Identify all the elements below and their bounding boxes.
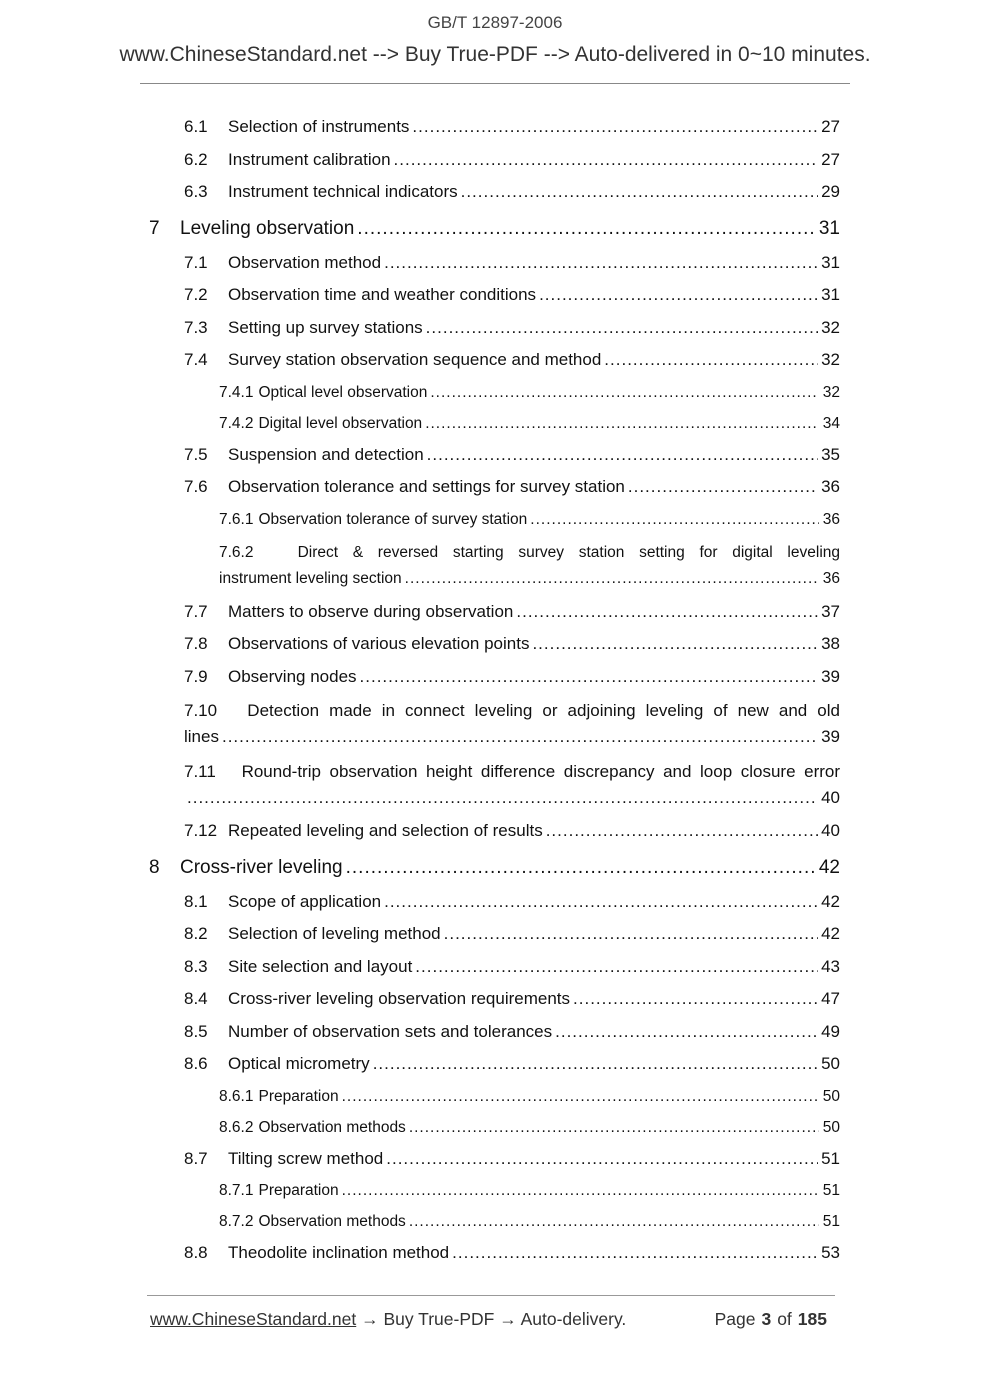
toc-entry[interactable] xyxy=(0,504,840,535)
toc-number: 8.2 xyxy=(184,924,208,943)
table-of-contents xyxy=(0,111,990,1270)
toc-number: 8.7.1 xyxy=(219,1182,254,1199)
toc-title: Theodolite inclination method xyxy=(228,1243,450,1262)
toc-page: 39 xyxy=(821,666,840,686)
dot-leader xyxy=(342,1081,819,1112)
toc-entry[interactable] xyxy=(0,918,840,951)
toc-title: Optical level observation xyxy=(258,383,428,401)
toc-entry[interactable] xyxy=(0,1143,840,1176)
toc-page: 31 xyxy=(818,217,840,239)
header-divider xyxy=(140,83,850,84)
footer-tagline: → Buy True-PDF → Auto-delivery. xyxy=(361,1309,627,1329)
toc-title: Optical micrometry xyxy=(228,1054,370,1073)
toc-page: 40 xyxy=(821,788,840,807)
toc-page: 47 xyxy=(821,989,840,1008)
dot-leader xyxy=(555,1016,818,1049)
toc-number: 7.6 xyxy=(184,477,208,496)
toc-page: 49 xyxy=(821,1021,840,1041)
toc-entry[interactable] xyxy=(0,344,840,377)
dot-leader xyxy=(425,408,819,439)
dot-leader xyxy=(386,1143,818,1176)
toc-title: Preparation xyxy=(258,1182,339,1199)
toc-entry[interactable] xyxy=(0,886,840,919)
toc-page: 53 xyxy=(821,1243,840,1262)
toc-number: 8.8 xyxy=(184,1243,208,1262)
toc-number: 7.9 xyxy=(184,666,208,686)
toc-title: Number of observation sets and tolerances xyxy=(228,1021,553,1041)
toc-number: 7.5 xyxy=(184,444,208,464)
toc-entry[interactable] xyxy=(0,815,840,848)
toc-entry[interactable] xyxy=(0,1237,840,1270)
dot-leader xyxy=(604,344,818,377)
toc-page: 32 xyxy=(822,383,840,401)
toc-page: 29 xyxy=(821,182,840,201)
toc-number: 7.4 xyxy=(184,350,208,369)
toc-number: 7.6.1 xyxy=(219,510,254,528)
toc-page: 32 xyxy=(821,350,840,369)
dot-leader xyxy=(452,1237,818,1270)
toc-page: 42 xyxy=(821,924,840,943)
toc-title: Selection of leveling method xyxy=(228,924,441,943)
toc-page: 38 xyxy=(821,634,840,653)
toc-title: Preparation xyxy=(258,1087,339,1105)
toc-number: 8.7 xyxy=(184,1148,208,1168)
toc-title: Repeated leveling and selection of results xyxy=(228,821,543,840)
toc-title-cont: lines xyxy=(184,727,219,746)
toc-entry[interactable] xyxy=(0,176,840,209)
toc-title: Direct & reversed starting survey station setting for digital leveling xyxy=(297,543,840,561)
toc-entry[interactable] xyxy=(0,111,840,144)
toc-page: 42 xyxy=(821,891,840,911)
toc-number: 7.8 xyxy=(184,634,208,653)
toc-page: 51 xyxy=(822,1182,840,1199)
dot-leader xyxy=(373,1048,818,1081)
footer-divider xyxy=(147,1295,835,1296)
toc-number: 7.4.2 xyxy=(219,414,254,432)
toc-title: Leveling observation xyxy=(180,217,355,239)
toc-title: Observation time and weather conditions xyxy=(228,285,537,304)
dot-leader xyxy=(412,111,818,144)
toc-entry[interactable] xyxy=(0,754,840,815)
toc-title: Observation tolerance of survey station xyxy=(258,510,528,528)
toc-title: Selection of instruments xyxy=(228,117,410,136)
dot-leader xyxy=(539,279,818,312)
dot-leader xyxy=(346,850,816,886)
dot-leader xyxy=(516,596,818,629)
toc-number: 7.3 xyxy=(184,317,208,337)
toc-entry[interactable] xyxy=(0,951,840,984)
toc-title: Survey station observation sequence and method xyxy=(228,350,602,369)
toc-entry[interactable] xyxy=(0,1048,840,1081)
page-number: 3 xyxy=(761,1309,772,1329)
toc-number: 8.7.2 xyxy=(219,1213,254,1230)
toc-title: Observing nodes xyxy=(228,666,357,686)
toc-page: 34 xyxy=(822,414,840,432)
toc-entry[interactable] xyxy=(0,247,840,280)
dot-leader xyxy=(415,951,818,984)
toc-page: 50 xyxy=(822,1087,840,1105)
toc-number: 8.1 xyxy=(184,891,208,911)
toc-title: Tilting screw method xyxy=(228,1148,384,1168)
toc-page: 27 xyxy=(821,117,840,136)
toc-page: 50 xyxy=(821,1054,840,1073)
toc-entry[interactable] xyxy=(0,535,840,596)
toc-entry[interactable] xyxy=(0,983,840,1016)
toc-entry[interactable] xyxy=(0,377,840,408)
toc-title: Suspension and detection xyxy=(228,444,424,464)
standard-number: GB/T 12897-2006 xyxy=(427,13,563,32)
dot-leader xyxy=(530,504,819,535)
dot-leader xyxy=(409,1112,819,1143)
toc-page: 37 xyxy=(821,601,840,621)
toc-entry[interactable] xyxy=(0,312,840,345)
dot-leader xyxy=(187,785,818,811)
dot-leader xyxy=(628,471,818,504)
toc-title: Matters to observe during observation xyxy=(228,601,514,621)
toc-page: 32 xyxy=(821,317,840,337)
toc-page: 35 xyxy=(821,444,840,464)
dot-leader xyxy=(360,661,819,694)
toc-page: 31 xyxy=(821,285,840,304)
toc-page: 51 xyxy=(822,1213,840,1230)
toc-entry[interactable] xyxy=(0,211,840,247)
toc-entry[interactable] xyxy=(0,144,840,177)
toc-entry[interactable] xyxy=(0,439,840,472)
toc-title: Scope of application xyxy=(228,891,382,911)
toc-number: 8 xyxy=(149,856,160,878)
dot-leader xyxy=(461,176,818,209)
toc-title: Observation tolerance and settings for survey station xyxy=(228,477,625,496)
toc-entry[interactable] xyxy=(0,279,840,312)
toc-number: 8.6 xyxy=(184,1054,208,1073)
toc-title: Observation methods xyxy=(258,1213,406,1230)
header-banner: www.ChineseStandard.net --> Buy True-PDF --> Auto-delivered in 0~10 minutes. xyxy=(119,43,871,66)
toc-entry[interactable] xyxy=(0,471,840,504)
dot-leader xyxy=(546,815,818,848)
toc-entry[interactable] xyxy=(0,1206,840,1237)
toc-title: Site selection and layout xyxy=(228,956,413,976)
toc-number: 7.6.2 xyxy=(219,543,254,561)
toc-title: Cross-river leveling observation requirements xyxy=(228,989,571,1008)
toc-page: 50 xyxy=(822,1118,840,1136)
toc-title: Setting up survey stations xyxy=(228,317,423,337)
dot-leader xyxy=(409,1206,819,1237)
toc-number: 7.11 xyxy=(184,762,216,781)
toc-number: 8.5 xyxy=(184,1021,208,1041)
toc-number: 8.3 xyxy=(184,956,208,976)
toc-number: 7 xyxy=(149,217,160,239)
toc-number: 6.1 xyxy=(184,117,208,136)
page-indicator xyxy=(715,1309,833,1330)
toc-title: Cross-river leveling xyxy=(180,856,343,878)
toc-page: 31 xyxy=(821,252,840,272)
toc-page: 51 xyxy=(821,1148,840,1168)
toc-number: 7.4.1 xyxy=(219,383,254,401)
dot-leader xyxy=(357,211,816,247)
dot-leader xyxy=(405,566,819,592)
toc-number: 6.3 xyxy=(184,182,208,201)
toc-title: Detection made in connect leveling or adjoining leveling of new and old xyxy=(247,701,840,720)
toc-page: 36 xyxy=(822,510,840,528)
page-label: Page xyxy=(714,1309,756,1329)
toc-page: 42 xyxy=(818,856,840,878)
toc-title-cont: instrument leveling section xyxy=(219,569,402,587)
dot-leader xyxy=(444,918,818,951)
toc-entry[interactable] xyxy=(0,596,840,629)
dot-leader xyxy=(384,886,818,919)
toc-number: 7.1 xyxy=(184,252,208,272)
dot-leader xyxy=(342,1175,819,1206)
toc-page: 27 xyxy=(821,149,840,169)
toc-entry[interactable] xyxy=(0,1175,840,1206)
toc-number: 7.10 xyxy=(184,701,218,720)
toc-page: 43 xyxy=(821,956,840,976)
toc-page: 40 xyxy=(821,821,840,840)
dot-leader xyxy=(427,439,818,472)
toc-number: 8.6.2 xyxy=(219,1118,254,1136)
toc-entry[interactable] xyxy=(0,850,840,886)
toc-number: 8.6.1 xyxy=(219,1087,254,1105)
dot-leader xyxy=(384,247,818,280)
toc-title: Observation method xyxy=(228,252,382,272)
toc-title: Digital level observation xyxy=(258,414,423,432)
dot-leader xyxy=(430,377,819,408)
toc-title: Observations of various elevation points xyxy=(228,634,530,653)
toc-number: 7.12 xyxy=(184,821,218,840)
toc-entry[interactable] xyxy=(0,661,840,694)
toc-entry[interactable] xyxy=(0,1016,840,1049)
page-total: 185 xyxy=(797,1309,827,1329)
of-label: of xyxy=(777,1309,792,1329)
toc-page: 36 xyxy=(822,569,840,587)
dot-leader xyxy=(394,144,819,177)
toc-title: Instrument calibration xyxy=(228,149,391,169)
toc-entry[interactable] xyxy=(0,628,840,661)
toc-number: 6.2 xyxy=(184,149,208,169)
dot-leader xyxy=(532,628,818,661)
toc-entry[interactable] xyxy=(0,1081,840,1112)
toc-number: 7.7 xyxy=(184,601,208,621)
toc-title: Observation methods xyxy=(258,1118,406,1136)
toc-number: 8.4 xyxy=(184,989,208,1008)
footer-text xyxy=(150,1309,626,1330)
toc-title: Instrument technical indicators xyxy=(228,182,458,201)
toc-page: 36 xyxy=(821,477,840,496)
site-link[interactable]: www.ChineseStandard.net xyxy=(150,1309,357,1329)
toc-entry[interactable] xyxy=(0,1112,840,1143)
toc-entry[interactable] xyxy=(0,693,840,754)
toc-page: 39 xyxy=(821,727,840,746)
dot-leader xyxy=(426,312,818,345)
toc-entry[interactable] xyxy=(0,408,840,439)
toc-title: Round-trip observation height difference discrepancy and loop closure error xyxy=(241,762,841,781)
toc-number: 7.2 xyxy=(184,285,208,304)
dot-leader xyxy=(573,983,818,1016)
dot-leader xyxy=(222,724,818,750)
